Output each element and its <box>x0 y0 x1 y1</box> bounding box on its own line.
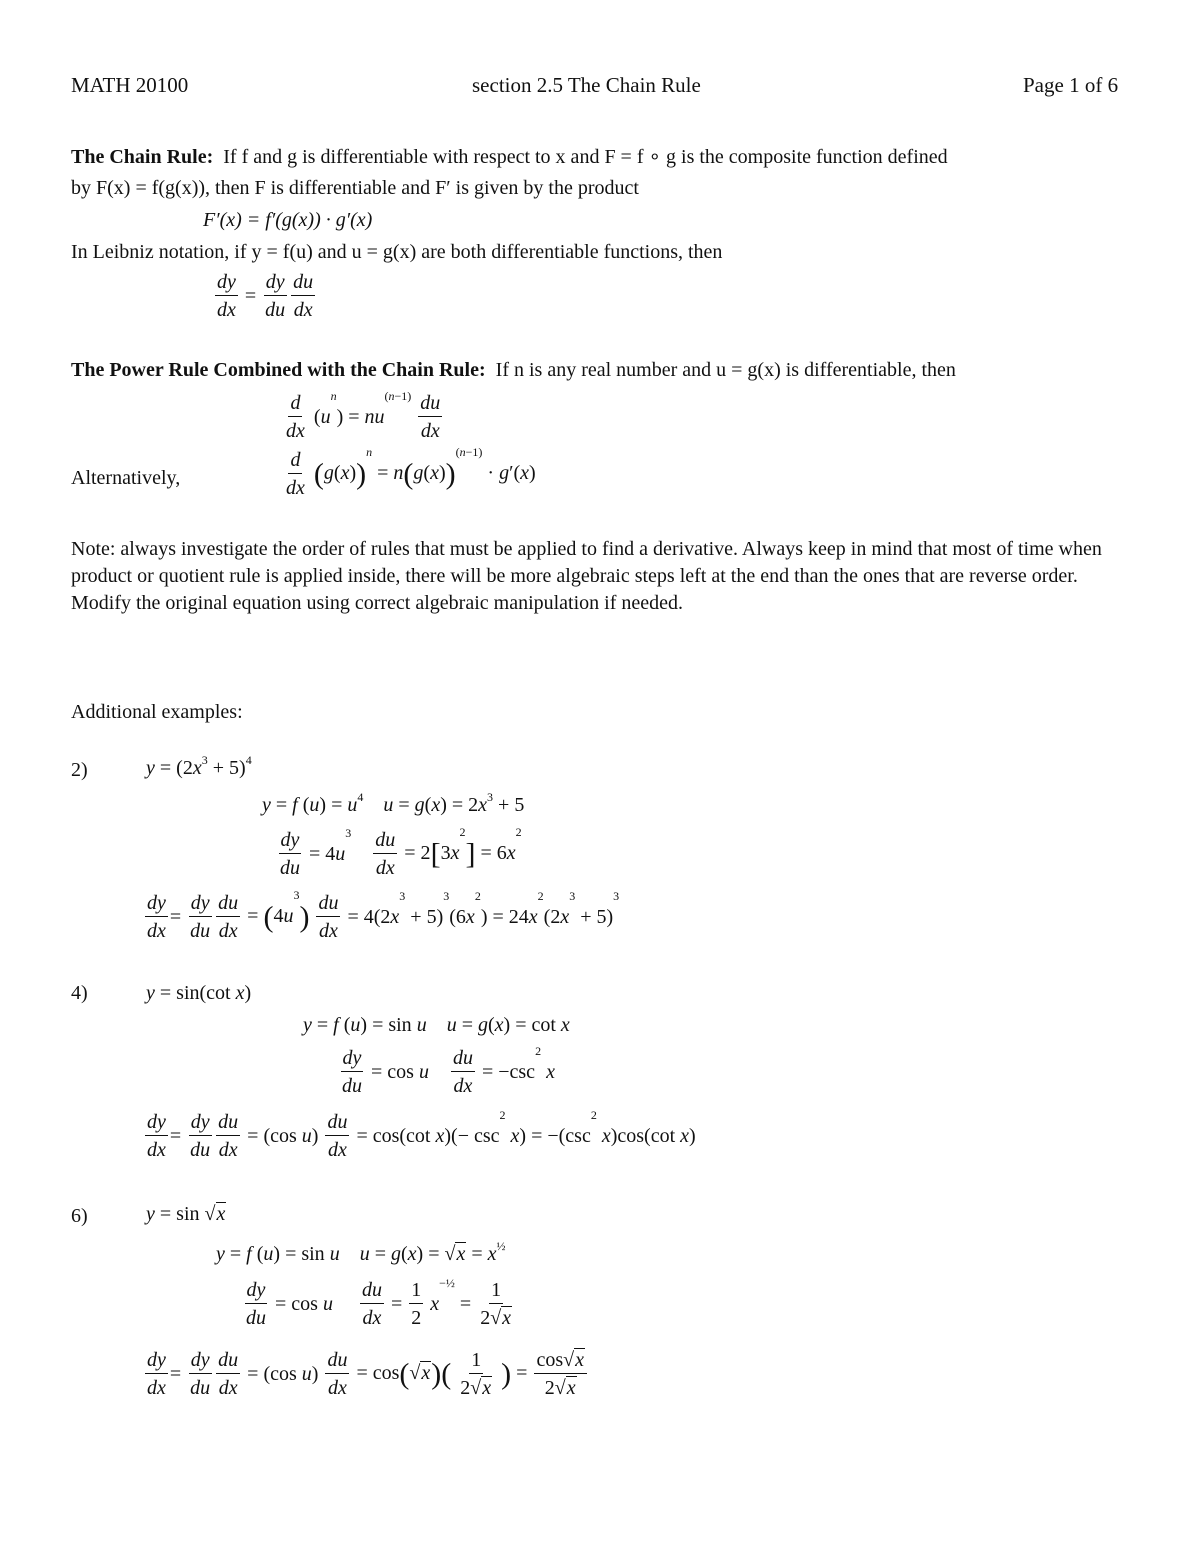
example-2-problem: $y = (2x^3 + 5)^4$ <box>146 753 252 779</box>
power-chain-heading: The Power Rule Combined with the Chain Rule <box>71 359 479 381</box>
example-number: 2) <box>71 759 88 781</box>
example-6-decomposition: y = f (u) = sin u $u = g(x) = √x = x^{\frac{1}{2}}$ <box>216 1239 506 1265</box>
chain-rule-statement-1: If f and g is differentiable with respect to x and F = f ∘ g is the composite function defined <box>223 146 948 168</box>
power-chain-formula-1: $\frac{d}{dx}$ $(u^n) = nu^{(n-1)}$ $\frac{du}{dx}$ <box>286 389 441 442</box>
power-chain-intro: If n is any real number and u = g(x) is differentiable, then <box>495 359 956 381</box>
leibniz-formula: $\frac{dy}{dx}$ = $\frac{dy}{du}$ $\frac{du}{dx}$ <box>217 271 314 321</box>
note-paragraph: Note: always investigate the order of rules that must be applied to find a derivative. Always keep in mind that most of time when product or quotient rule is applied inside, there will be more algebraic steps left at the end than the ones that are reverse order. Modify the original equation using correct algebraic manipulation if needed. <box>71 538 1102 614</box>
course-title: MATH 20100 <box>71 73 189 97</box>
alternatively-label: Alternatively, <box>71 467 181 489</box>
examples-heading: Additional examples: <box>71 701 243 723</box>
example-2-decomposition: y = f $(u) = u^4$ $u = g(x) = 2x^3 + 5$ <box>262 790 525 816</box>
example-4-problem: y = sin(cot x) <box>146 982 252 1004</box>
section-title: section 2.5 The Chain Rule <box>472 73 701 97</box>
example-6-result: $\frac{dy}{dx}$ = $\frac{dy}{du}$ $\frac{du}{dx}$ = (cos u) $\frac{du}{dx}$ = cos(√x)( $\frac{1}{2√x}$ ) = $\frac{\cos√x}{2√x}$ <box>143 1350 589 1398</box>
example-2-result: $\frac{dy}{dx}$ = $\frac{dy}{du}$ $\frac{du}{dx}$ = $(4u^3)$ $\frac{du}{dx}$ = $4(2x^3 + 5)^3(6x^2) = 24x^2(2x^3 + 5)^3$ <box>147 888 620 942</box>
power-chain-formula-2: $\frac{d}{dx}$ $(g(x))^n = n(g(x))^{(n-1)} \cdot g'(x)$ <box>286 445 536 499</box>
example-number: 4) <box>71 982 88 1004</box>
power-chain-line: The Power Rule Combined with the Chain Rule: If n is any real number and u = g(x) is differentiable, then <box>71 359 956 381</box>
example-4-decomposition: y = f (u) = sin u u = g(x) = cot x <box>303 1014 570 1036</box>
example-6-derivatives: $\frac{dy}{du}$ = cos u $\frac{du}{dx}$ = $\frac{1}{2}$ $x^{-\frac{1}{2}}$ = $\frac{1}{2√x}$ <box>246 1276 512 1329</box>
chain-rule-heading: The Chain Rule <box>71 146 207 168</box>
example-number: 6) <box>71 1205 88 1227</box>
chain-rule-line1: The Chain Rule: If f and g is differentiable with respect to x and F = f ∘ g is the composite function defined <box>71 146 948 168</box>
chain-rule-formula: F′(x) = f′(g(x)) · g′(x) <box>203 209 373 231</box>
example-4-result: $\frac{dy}{dx}$ = $\frac{dy}{du}$ $\frac{du}{dx}$ = (cos u) $\frac{du}{dx}$ = cos(cot $x)(- \csc^2 x) = -(\csc^2$ x)cos(cot x) <box>147 1108 696 1161</box>
page-number: Page 1 of 6 <box>1023 73 1119 97</box>
example-2-derivatives: $\frac{dy}{du}$ = $4u^3$ $\frac{du}{dx}$ = $2[3x^2] = 6x^2$ <box>280 825 522 879</box>
chain-rule-statement-2: by F(x) = f(g(x)), then F is differentiable and F′ is given by the product <box>71 177 639 199</box>
example-4-derivatives: $\frac{dy}{du}$ = cos u $\frac{du}{dx}$ = $-\csc^2$ x <box>342 1044 555 1097</box>
leibniz-intro: In Leibniz notation, if y = f(u) and u = g(x) are both differentiable functions, then <box>71 241 723 263</box>
example-6-problem: y = sin √x <box>146 1203 226 1225</box>
